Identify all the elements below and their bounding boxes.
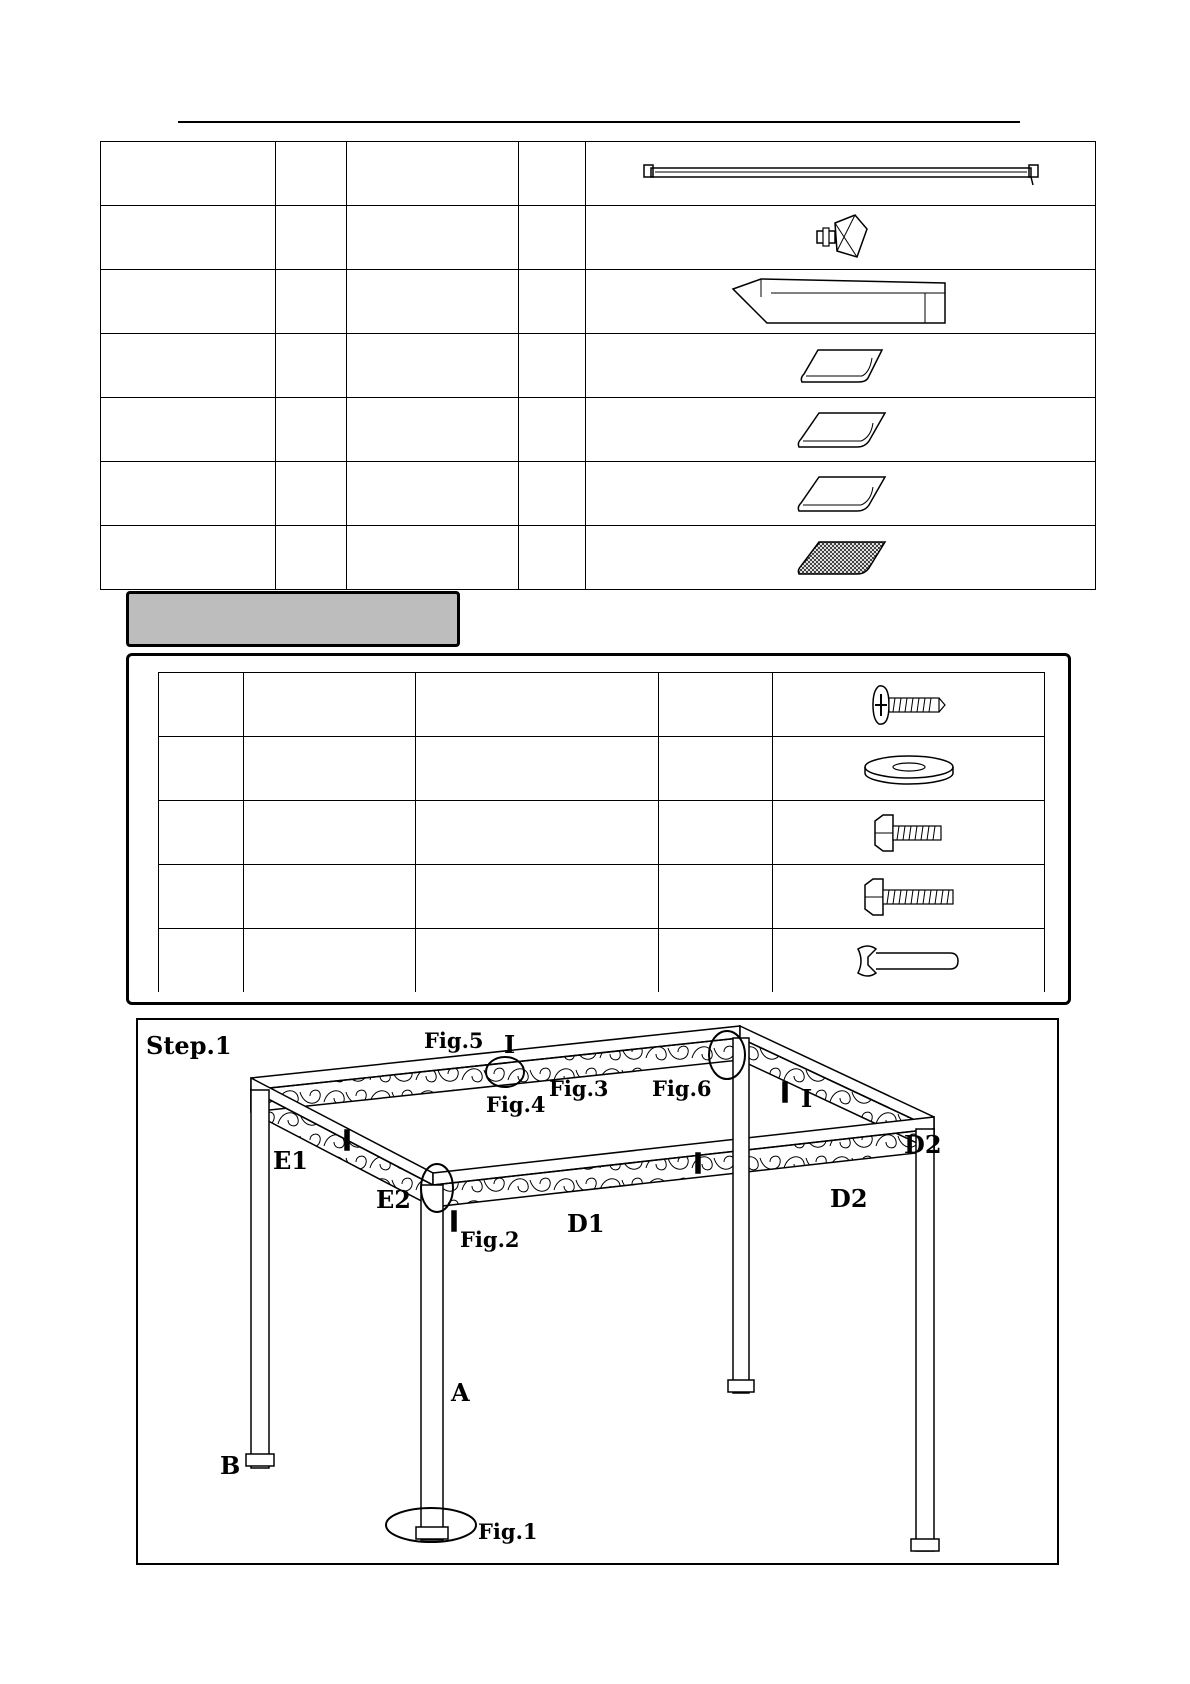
hardware-image-cell	[773, 929, 1045, 993]
hardware-cell	[416, 673, 659, 737]
table-row	[159, 673, 1045, 737]
part-image-cell	[586, 206, 1096, 270]
hardware-cell	[659, 673, 773, 737]
part-cell	[519, 270, 586, 334]
hardware-cell	[159, 865, 244, 929]
part-cell	[519, 142, 586, 206]
phillips-screw-icon	[869, 680, 949, 730]
part-cell	[276, 334, 347, 398]
table-row	[159, 929, 1045, 993]
part-cell	[519, 526, 586, 590]
hardware-image-cell	[773, 801, 1045, 865]
hardware-cell	[244, 801, 416, 865]
part-d1-label: D1	[567, 1209, 605, 1238]
part-i-label-back: I	[504, 1030, 516, 1059]
hardware-cell	[159, 737, 244, 801]
table-row	[101, 270, 1096, 334]
hardware-cell	[244, 673, 416, 737]
top-rule	[178, 121, 1020, 123]
fig3-label: Fig.3	[549, 1076, 609, 1101]
post-cover-icon	[731, 277, 951, 327]
part-d2-label-corner: D2	[904, 1130, 942, 1159]
hardware-cell	[416, 801, 659, 865]
part-image-cell	[586, 526, 1096, 590]
part-d2-label: D2	[830, 1184, 868, 1213]
table-row	[101, 398, 1096, 462]
hardware-cell	[659, 865, 773, 929]
short-hex-bolt-icon	[869, 811, 949, 855]
hardware-cell	[659, 801, 773, 865]
hardware-section-header	[126, 591, 460, 647]
hardware-cell	[244, 737, 416, 801]
fig4-label: Fig.4	[486, 1092, 546, 1117]
hardware-cell	[244, 929, 416, 993]
hardware-cell	[416, 737, 659, 801]
part-cell	[101, 206, 276, 270]
part-cell	[101, 270, 276, 334]
part-cell	[276, 398, 347, 462]
part-cell	[519, 462, 586, 526]
table-row	[101, 462, 1096, 526]
part-cell	[519, 398, 586, 462]
parts-table	[100, 141, 1096, 590]
hardware-image-cell	[773, 737, 1045, 801]
part-image-cell	[586, 398, 1096, 462]
part-cell	[276, 526, 347, 590]
long-hex-bolt-icon	[859, 875, 959, 919]
gazebo-frame-diagram	[138, 1020, 1057, 1563]
hardware-cell	[159, 929, 244, 993]
hardware-cell	[159, 801, 244, 865]
part-cell	[101, 462, 276, 526]
hardware-table	[158, 672, 1045, 992]
part-cell	[347, 526, 519, 590]
hardware-image-cell	[773, 865, 1045, 929]
table-row	[159, 737, 1045, 801]
table-row	[159, 801, 1045, 865]
part-cell	[101, 142, 276, 206]
part-e2-label: E2	[376, 1185, 411, 1214]
washer-icon	[859, 749, 959, 789]
part-image-cell	[586, 142, 1096, 206]
part-cell	[276, 462, 347, 526]
canopy-panel-icon	[793, 409, 889, 451]
table-row	[101, 142, 1096, 206]
part-image-cell	[586, 334, 1096, 398]
part-cell	[276, 206, 347, 270]
hardware-cell	[244, 865, 416, 929]
part-cell	[347, 462, 519, 526]
part-cell	[276, 270, 347, 334]
fig6-label: Fig.6	[652, 1076, 712, 1101]
part-cell	[347, 206, 519, 270]
part-cell	[101, 334, 276, 398]
table-row	[159, 865, 1045, 929]
table-row	[101, 526, 1096, 590]
hardware-cell	[159, 673, 244, 737]
fig5-label: Fig.5	[424, 1028, 484, 1053]
roof-beam-icon	[641, 159, 1041, 189]
fig2-label: Fig.2	[460, 1227, 520, 1252]
part-cell	[276, 142, 347, 206]
netting-panel-icon	[793, 538, 889, 578]
part-i-label-right: I	[801, 1084, 813, 1113]
part-b-label: B	[220, 1451, 241, 1480]
hardware-image-cell	[773, 673, 1045, 737]
wrench-icon	[854, 941, 964, 981]
finial-icon	[811, 211, 871, 265]
part-cell	[347, 142, 519, 206]
hardware-cell	[416, 865, 659, 929]
part-cell	[519, 206, 586, 270]
hardware-cell	[416, 929, 659, 993]
step-title: Step.1	[146, 1031, 232, 1060]
part-image-cell	[586, 270, 1096, 334]
canopy-panel-icon	[796, 346, 886, 386]
part-image-cell	[586, 462, 1096, 526]
canopy-panel-icon	[793, 473, 889, 515]
hardware-cell	[659, 929, 773, 993]
part-cell	[347, 270, 519, 334]
part-cell	[101, 526, 276, 590]
fig1-label: Fig.1	[478, 1519, 538, 1544]
part-cell	[347, 334, 519, 398]
part-cell	[519, 334, 586, 398]
hardware-cell	[659, 737, 773, 801]
part-e1-label: E1	[273, 1146, 308, 1175]
table-row	[101, 206, 1096, 270]
step-diagram-frame	[136, 1018, 1059, 1565]
part-cell	[101, 398, 276, 462]
table-row	[101, 334, 1096, 398]
part-a-label: A	[451, 1378, 470, 1407]
part-cell	[347, 398, 519, 462]
